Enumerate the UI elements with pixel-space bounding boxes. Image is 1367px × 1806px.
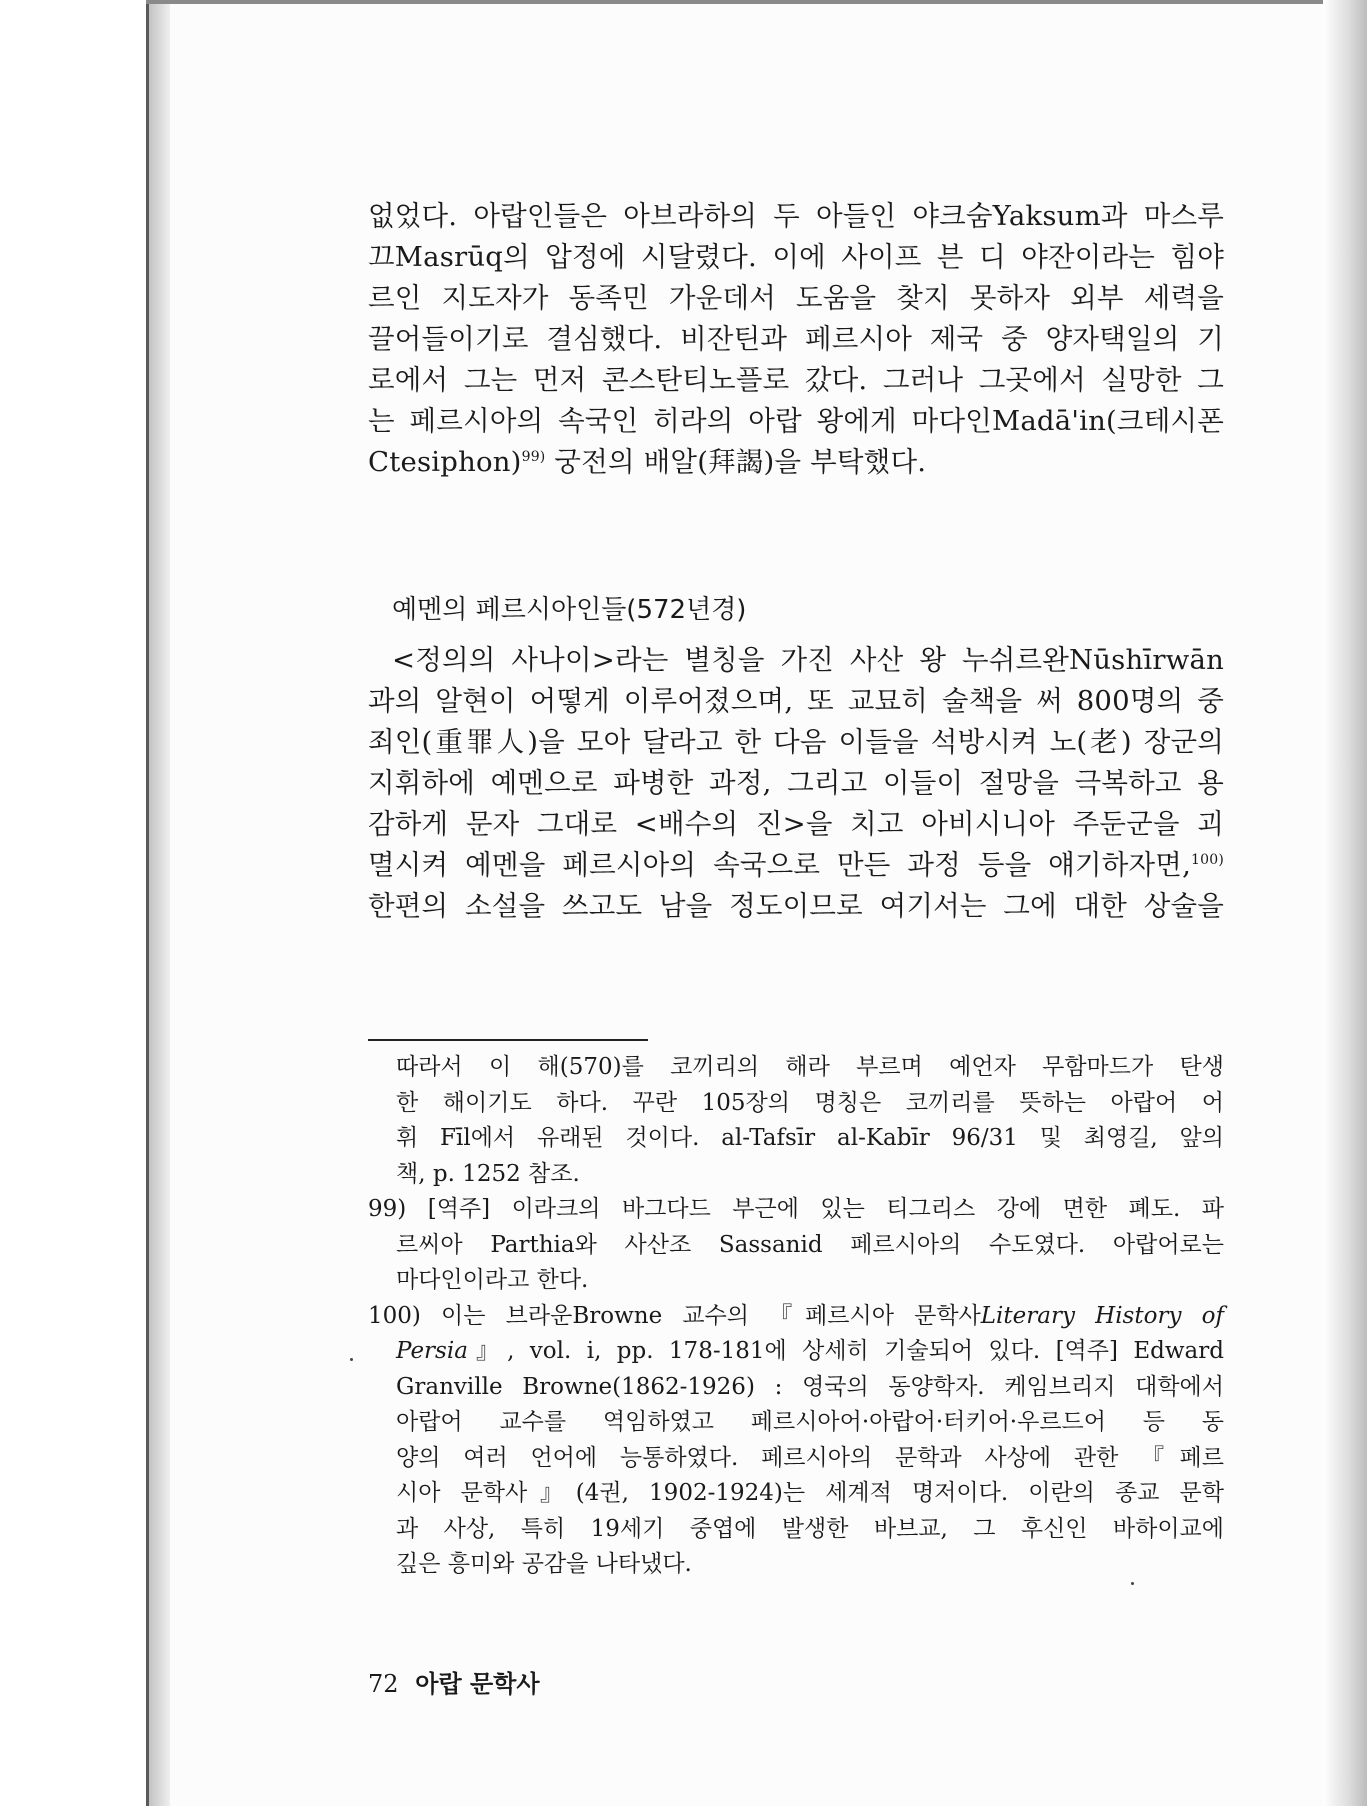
text-line: 끌어들이기로 결심했다. 비잔틴과 페르시아 제국 중 양자택일의 기 (368, 323, 1224, 355)
footnote-100-line: 깊은 흥미와 공감을 나타냈다. (396, 1551, 692, 1577)
footnote-100-line (368, 1299, 1224, 1335)
footnote-100-line: Granville Browne(1862-1926) : 영국의 동양학자. 케임브리지 대학에서 (396, 1373, 1224, 1400)
footnote-line: 한 해이기도 하다. 꾸란 105장의 명칭은 코끼리를 뜻하는 아랍어 어 (396, 1089, 1224, 1116)
footnote-100-line (368, 1334, 1224, 1370)
page-right-gutter (1323, 0, 1367, 1806)
footnote-100-line: 양의 여러 언어에 능통하였다. 페르시아의 문학과 사상에 관한 『페르 (396, 1444, 1224, 1471)
text-line: 는 페르시아의 속국인 히라의 아랍 왕에게 마다인Madā'in(크테시폰 (368, 405, 1224, 437)
page-number: 72 (368, 1670, 399, 1698)
text-line: 한편의 소설을 쓰고도 남을 정도이므로 여기서는 그에 대한 상술을 (368, 890, 1224, 922)
footnote-99-line: 르씨아 Parthia와 사산조 Sassanid 페르시아의 수도였다. 아랍어로는 (396, 1231, 1224, 1258)
text-segment: 멸시켜 예멘을 페르시아의 속국으로 만든 과정 등을 얘기하자면, (368, 849, 1192, 881)
book-title-italic: Literary History of (980, 1302, 1224, 1329)
text-segment: 100) 이는 브라운Browne 교수의 『페르시아 문학사 (368, 1302, 981, 1329)
text-line: <정의의 사나이>라는 별칭을 가진 사산 왕 누쉬르완Nūshīrwān (392, 644, 1224, 676)
text-line: 없었다. 아랍인들은 아브라하의 두 아들인 야크숨Yaksum과 마스루 (368, 200, 1224, 232)
footnote-100-line: 아랍어 교수를 역임하였고 페르시아어·아랍어·터키어·우르드어 등 동 (396, 1409, 1224, 1435)
page-binding-shadow (146, 0, 170, 1806)
footnote-ref-100: 100) (1191, 851, 1224, 868)
text-segment: Ctesiphon) (368, 446, 522, 478)
section-heading: 예멘의 페르시아인들(572년경) (392, 595, 747, 625)
body-paragraph-1 (368, 196, 1224, 483)
text-line: 끄Masrūq의 압정에 시달렸다. 이에 사이프 븐 디 야잔이라는 힘야 (368, 241, 1224, 273)
footnote-separator (368, 1039, 648, 1041)
scan-speck (350, 1358, 353, 1361)
footnote-99-line: 마다인이라고 한다. (396, 1267, 589, 1293)
footnotes (368, 1050, 1224, 1583)
text-line: 죄인(重罪人)을 모아 달라고 한 다음 이들을 석방시켜 노(老) 장군의 (368, 726, 1224, 758)
text-line (368, 442, 1224, 483)
scan-speck (1131, 1582, 1134, 1585)
footnote-100-line: 시아 문학사』(4권, 1902-1924)는 세계적 명저이다. 이란의 종교 문학 (396, 1480, 1224, 1506)
text-line: 감하게 문자 그대로 <배수의 진>을 치고 아비시니아 주둔군을 괴 (368, 808, 1224, 840)
page-left-edge (146, 0, 149, 1806)
footnote-99-line: 99) [역주] 이라크의 바그다드 부근에 있는 티그리스 강에 면한 폐도. 파 (368, 1196, 1224, 1222)
text-segment: 궁전의 배알(拜謁)을 부탁했다. (545, 446, 927, 478)
text-line: 르인 지도자가 동족민 가운데서 도움을 찾지 못하자 외부 세력을 (368, 282, 1224, 314)
book-title-italic: Persia (396, 1338, 468, 1364)
text-line: 과의 알현이 어떻게 이루어졌으며, 또 교묘히 술책을 써 800명의 중 (368, 685, 1224, 717)
text-line: 지휘하에 예멘으로 파병한 과정, 그리고 이들이 절망을 극복하고 용 (368, 767, 1224, 799)
running-title: 아랍 문학사 (415, 1669, 540, 1698)
footnote-ref-99: 99) (521, 448, 546, 465)
text-line: 로에서 그는 먼저 콘스탄티노플로 갔다. 그러나 그곳에서 실망한 그 (368, 364, 1224, 396)
text-line (368, 845, 1224, 886)
page-footer (368, 1668, 540, 1700)
footnote-line: 책, p. 1252 참조. (396, 1160, 580, 1187)
body-paragraph-2 (368, 640, 1224, 927)
page-top-edge (146, 0, 1367, 4)
footnote-100-line: 과 사상, 특히 19세기 중엽에 발생한 바브교, 그 후신인 바하이교에 (396, 1515, 1224, 1542)
footnote-line: 따라서 이 해(570)를 코끼리의 해라 부르며 예언자 무함마드가 탄생 (396, 1054, 1224, 1080)
footnote-line: 휘 Fīl에서 유래된 것이다. al-Tafsīr al-Kabīr 96/31 및 최영길, 앞의 (396, 1125, 1224, 1151)
text-segment: 』, vol. i, pp. 178-181에 상세히 기술되어 있다. [역주] Edward (467, 1338, 1224, 1364)
